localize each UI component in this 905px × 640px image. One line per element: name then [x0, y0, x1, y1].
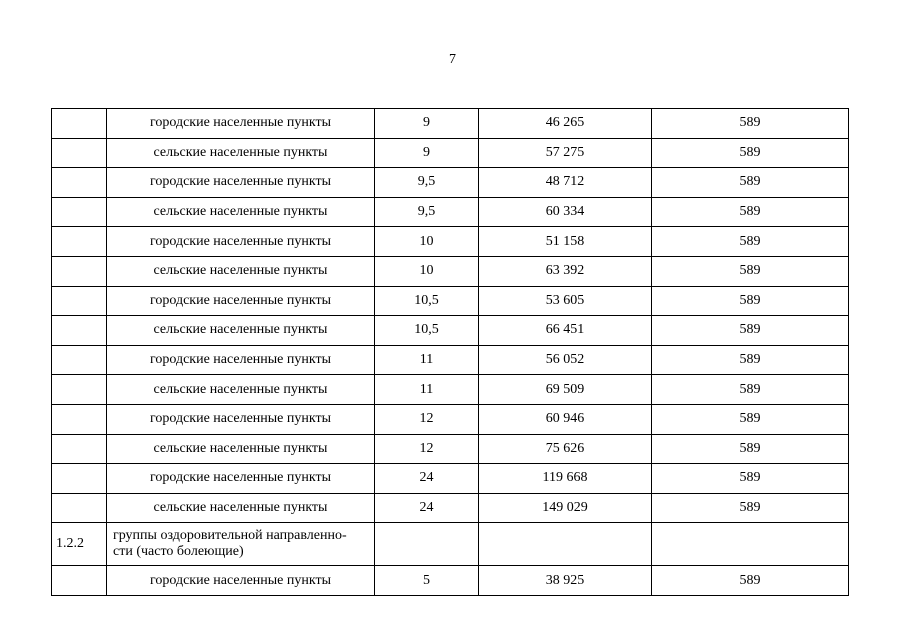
cost-cell: 53 605 [479, 286, 652, 316]
table-row [52, 109, 849, 139]
cost-cell: 51 158 [479, 227, 652, 257]
table-row [52, 316, 849, 346]
settlement-type-cell: городские населенные пункты [107, 464, 375, 494]
settlement-type-cell: сельские населенные пункты [107, 434, 375, 464]
settlement-type-cell: сельские населенные пункты [107, 138, 375, 168]
table-row [52, 566, 849, 596]
hours-cell: 10,5 [375, 286, 479, 316]
row-number-cell [52, 138, 107, 168]
extra-cost-cell: 589 [652, 566, 849, 596]
cost-cell: 119 668 [479, 464, 652, 494]
cost-cell: 57 275 [479, 138, 652, 168]
table-row [52, 138, 849, 168]
extra-cost-cell: 589 [652, 345, 849, 375]
row-number-cell: 1.2.2 [52, 523, 107, 566]
extra-cost-cell: 589 [652, 404, 849, 434]
cost-cell: 48 712 [479, 168, 652, 198]
cost-table [51, 108, 849, 596]
cost-cell: 60 946 [479, 404, 652, 434]
extra-cost-cell: 589 [652, 168, 849, 198]
row-number-cell [52, 375, 107, 405]
page-number: 7 [449, 52, 456, 67]
cost-cell: 56 052 [479, 345, 652, 375]
table-row [52, 286, 849, 316]
cost-cell: 63 392 [479, 256, 652, 286]
row-number-cell [52, 345, 107, 375]
row-number-cell [52, 566, 107, 596]
row-number-cell [52, 286, 107, 316]
row-number-cell [52, 227, 107, 257]
row-number-cell [52, 493, 107, 523]
cost-cell: 38 925 [479, 566, 652, 596]
row-number-cell [52, 168, 107, 198]
settlement-type-cell: сельские населенные пункты [107, 375, 375, 405]
settlement-type-cell: городские населенные пункты [107, 227, 375, 257]
hours-cell: 9,5 [375, 168, 479, 198]
table-row [52, 168, 849, 198]
hours-cell: 11 [375, 375, 479, 405]
settlement-type-cell: городские населенные пункты [107, 286, 375, 316]
cost-cell: 149 029 [479, 493, 652, 523]
row-number-cell [52, 434, 107, 464]
hours-cell: 5 [375, 566, 479, 596]
table-row [52, 464, 849, 494]
settlement-type-cell: городские населенные пункты [107, 566, 375, 596]
hours-cell: 24 [375, 493, 479, 523]
table-row [52, 227, 849, 257]
extra-cost-cell: 589 [652, 464, 849, 494]
settlement-type-cell: городские населенные пункты [107, 168, 375, 198]
settlement-type-cell: сельские населенные пункты [107, 493, 375, 523]
table-row [52, 434, 849, 464]
cost-cell: 60 334 [479, 197, 652, 227]
hours-cell: 12 [375, 434, 479, 464]
row-number-cell [52, 256, 107, 286]
extra-cost-cell: 589 [652, 109, 849, 139]
hours-cell [375, 523, 479, 566]
table-row [52, 375, 849, 405]
extra-cost-cell: 589 [652, 434, 849, 464]
hours-cell: 10 [375, 256, 479, 286]
hours-cell: 9 [375, 138, 479, 168]
extra-cost-cell: 589 [652, 138, 849, 168]
hours-cell: 10 [375, 227, 479, 257]
row-number-cell [52, 404, 107, 434]
cost-cell: 69 509 [479, 375, 652, 405]
settlement-type-cell: городские населенные пункты [107, 109, 375, 139]
hours-cell: 24 [375, 464, 479, 494]
table-row [52, 523, 849, 566]
extra-cost-cell: 589 [652, 286, 849, 316]
extra-cost-cell: 589 [652, 227, 849, 257]
settlement-type-cell: городские населенные пункты [107, 404, 375, 434]
extra-cost-cell: 589 [652, 493, 849, 523]
hours-cell: 12 [375, 404, 479, 434]
settlement-type-cell: сельские населенные пункты [107, 316, 375, 346]
extra-cost-cell: 589 [652, 375, 849, 405]
extra-cost-cell: 589 [652, 197, 849, 227]
settlement-type-cell: сельские населенные пункты [107, 197, 375, 227]
table-row [52, 197, 849, 227]
row-number-cell [52, 316, 107, 346]
hours-cell: 9,5 [375, 197, 479, 227]
settlement-type-cell: городские населенные пункты [107, 345, 375, 375]
hours-cell: 10,5 [375, 316, 479, 346]
table-row [52, 256, 849, 286]
cost-cell: 66 451 [479, 316, 652, 346]
hours-cell: 11 [375, 345, 479, 375]
row-number-cell [52, 197, 107, 227]
row-number-cell [52, 109, 107, 139]
table-row [52, 404, 849, 434]
row-number-cell [52, 464, 107, 494]
settlement-type-cell: группы оздоровительной направленно- сти (часто болеющие) [107, 523, 375, 566]
cost-cell: 75 626 [479, 434, 652, 464]
cost-cell [479, 523, 652, 566]
settlement-type-cell: сельские населенные пункты [107, 256, 375, 286]
table-row [52, 345, 849, 375]
extra-cost-cell: 589 [652, 256, 849, 286]
hours-cell: 9 [375, 109, 479, 139]
extra-cost-cell: 589 [652, 316, 849, 346]
extra-cost-cell [652, 523, 849, 566]
table-body [52, 109, 849, 596]
cost-cell: 46 265 [479, 109, 652, 139]
table-row [52, 493, 849, 523]
